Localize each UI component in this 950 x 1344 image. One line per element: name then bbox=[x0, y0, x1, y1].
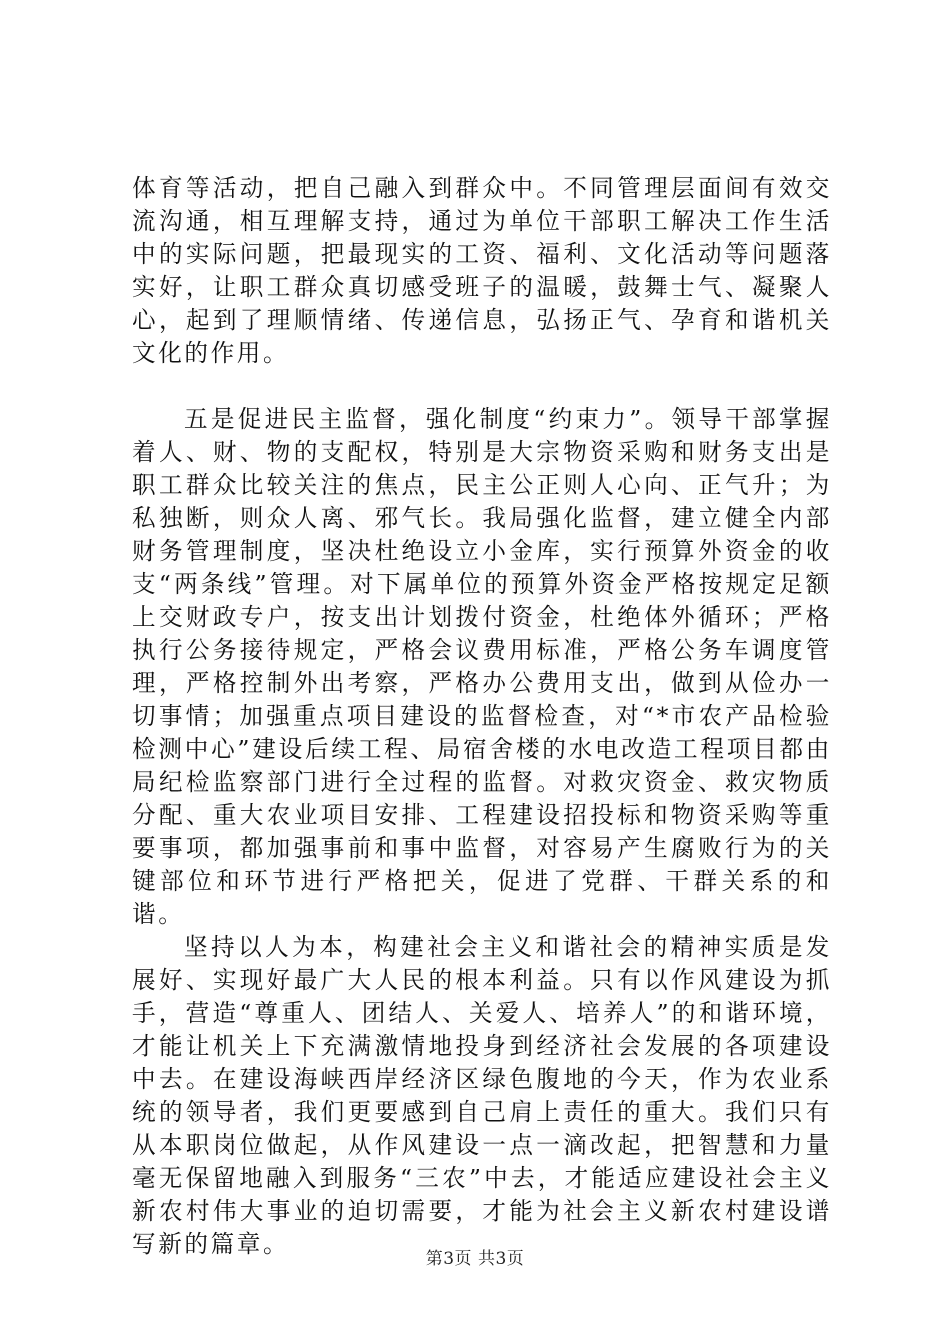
paragraph-democratic-supervision: 五是促进民主监督，强化制度“约束力”。领导干部掌握着人、财、物的支配权，特别是大宗物资采购和财务支出是职工群众比较关注的焦点，民主公正则人心向、正气升；为私独断，则众人离、邪气长。我局强化监督，建立健全内部财务管理制度，坚决杜绝设立小金库，实行预算外资金的收支“两条线”管理。对下属单位的预算外资金严格按规定足额上交财政专户，按支出计划拨付资金，杜绝体外循环；严格执行公务接待规定，严格会议费用标准，严格公务车调度管理，严格控制外出考察，严格办公费用支出，做到从俭办一切事情；加强重点项目建设的监督检查，对“*市农产品检验检测中心”建设后续工程、局宿舍楼的水电改造工程项目都由局纪检监察部门进行全过程的监督。对救灾资金、救灾物质分配、重大农业项目安排、工程建设招投标和物资采购等重要事项，都加强事前和事中监督，对容易产生腐败行为的关键部位和环节进行严格把关，促进了党群、干群关系的和谐。 bbox=[132, 405, 832, 928]
paragraph-spacer bbox=[132, 370, 832, 403]
paragraph-continuation: 体育等活动，把自己融入到群众中。不同管理层面间有效交流沟通，相互理解支持，通过为单位干部职工解决工作生活中的实际问题，把最现实的工资、福利、文化活动等问题落实好，让职工群众真切感受班子的温暖，鼓舞士气、凝聚人心，起到了理顺情绪、传递信息，弘扬正气、孕育和谐机关文化的作用。 bbox=[132, 174, 832, 367]
paragraph-conclusion: 坚持以人为本，构建社会主义和谐社会的精神实质是发展好、实现好最广大人民的根本利益。只有以作风建设为抓手，营造“尊重人、团结人、关爱人、培养人”的和谐环境，才能让机关上下充满激情地投身到经济社会发展的各项建设中去。在建设海峡西岸经济区绿色腹地的今天，作为农业系统的领导者，我们更要感到自己肩上责任的重大。我们只有从本职岗位做起，从作风建设一点一滴改起，把智慧和力量毫无保留地融入到服务“三农”中去，才能适应建设社会主义新农村伟大事业的迫切需要，才能为社会主义新农村建设谱写新的篇章。 bbox=[132, 933, 832, 1258]
document-body bbox=[132, 172, 832, 1261]
page-footer: 第3页 共3页 bbox=[425, 1249, 525, 1269]
